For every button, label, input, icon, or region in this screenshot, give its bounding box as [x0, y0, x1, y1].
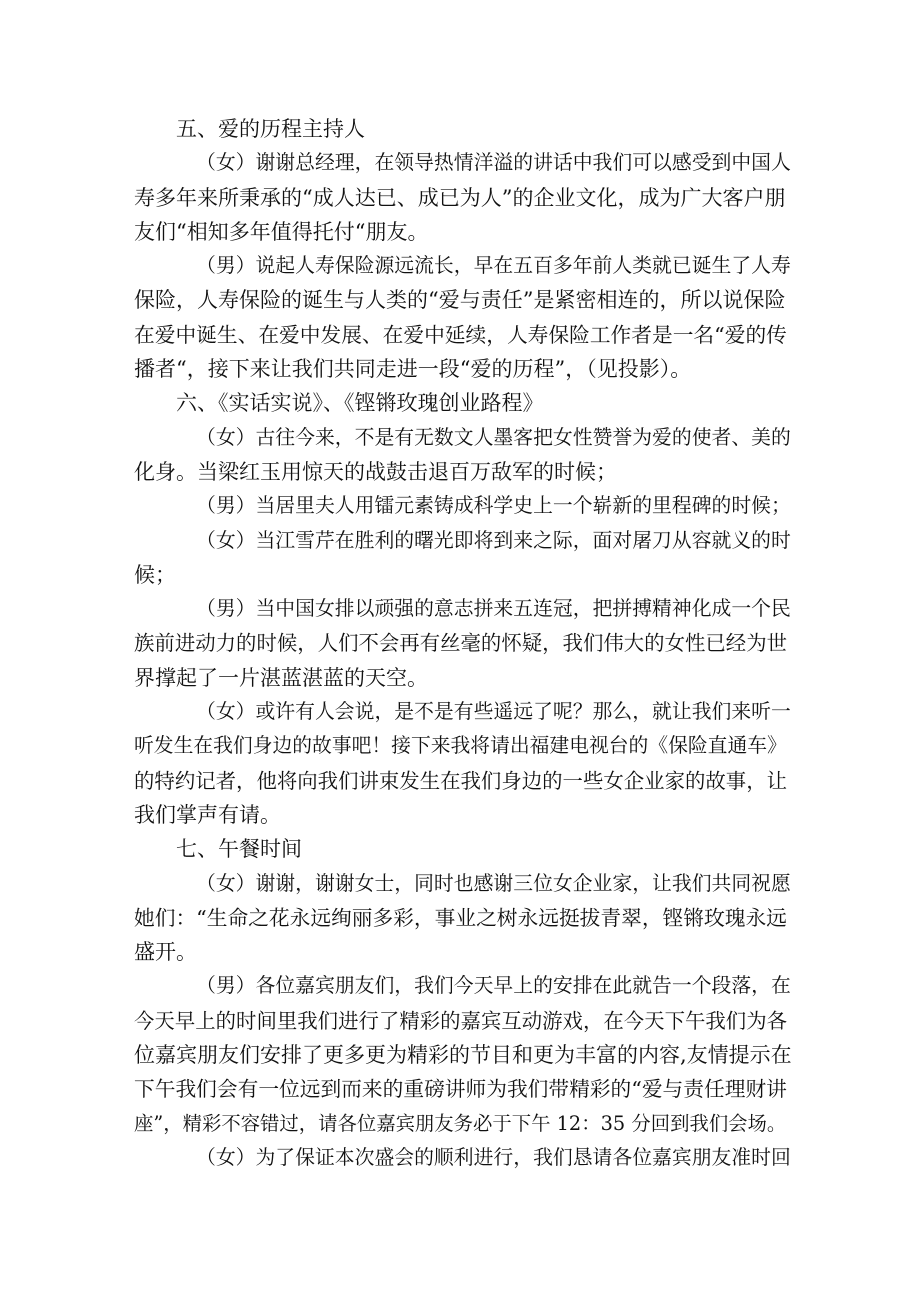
text-line: 寿多年来所秉承的“成人达已、成已为人”的企业文化，成为广大客户朋: [134, 185, 786, 210]
text-line: 的特约记者，他将向我们讲束发生在我们身边的一些女企业家的故事，让: [134, 768, 787, 793]
section-heading: 七、午餐时间: [176, 837, 302, 862]
text-line: 今天早上的时间里我们进行了精彩的嘉宾互动游戏，在今天下午我们为各: [134, 1008, 787, 1033]
text-line: 在爱中诞生、在爱中发展、在爱中延续，人寿保险工作者是一名“爱的传: [134, 322, 787, 347]
dialogue-paragraph: [134, 695, 794, 832]
text-line: 听发生在我们身边的故事吧！接下来我将请出福建电视台的《保险直通车》: [134, 734, 787, 758]
text-line: （男）当中国女排以顽强的意志拼来五连冠，把拼搏精神化成一个民: [196, 597, 791, 621]
text-line: （男）说起人寿保险源远流长，早在五百多年前人类就已诞生了人寿: [196, 254, 791, 278]
document-body: [134, 112, 794, 1175]
text-line: 座”，精彩不容错过，请各位嘉宾朋友务必于下午 12：35 分回到我们会场。: [134, 1111, 787, 1135]
section-heading: 六、《实话实说》、《铿锵玫瑰创业路程》: [176, 391, 544, 416]
text-line: 友们“相知多年值得托付“朋友。: [134, 219, 429, 244]
dialogue-paragraph: [134, 249, 794, 386]
text-line: 保险，人寿保险的诞生与人类的“爱与责任”是紧密相连的，所以说保险: [134, 288, 786, 313]
text-line: 她们：“生命之花永远绚丽多彩，事业之树永远挺拔青翠，铿锵玫瑰永远: [134, 905, 787, 930]
dialogue-paragraph: [134, 592, 794, 695]
dialogue-paragraph: [134, 969, 794, 1140]
dialogue-paragraph: [134, 524, 794, 593]
text-line: 我们掌声有请。: [134, 802, 281, 827]
text-line: 化身。当梁红玉用惊天的战鼓击退百万敌军的时候；: [134, 459, 617, 484]
dialogue-paragraph: [134, 1141, 794, 1175]
text-line: （女）当江雪芹在胜利的曙光即将到来之际，面对屠刀从容就义的时: [196, 528, 791, 552]
text-line: 播者“，接下来让我们共同走进一段“爱的历程”，（见投影）。: [134, 357, 692, 382]
dialogue-paragraph: [134, 867, 794, 970]
text-line: 候；: [134, 562, 176, 587]
section-heading: 五、爱的历程主持人: [176, 117, 365, 141]
text-line: 盛开。: [134, 940, 197, 965]
text-line: 族前进动力的时候，人们不会再有丝毫的怀疑，我们伟大的女性已经为世: [134, 631, 787, 656]
text-line: （女）谢谢，谢谢女士，同时也感谢三位女企业家，让我们共同祝愿: [196, 871, 791, 895]
text-line: 下午我们会有一位远到而来的重磅讲师为我们带精彩的“爱与责任理财讲: [134, 1077, 787, 1102]
text-line: （女）或许有人会说，是不是有些遥远了呢？那么，就让我们来听一: [196, 700, 791, 724]
text-line: 界撑起了一片湛蓝湛蓝的天空。: [134, 665, 428, 690]
text-line: （男）各位嘉宾朋友们，我们今天早上的安排在此就告一个段落，在: [196, 974, 791, 998]
text-line: （女）谢谢总经理，在领导热情洋溢的讲话中我们可以感受到中国人: [196, 151, 791, 175]
text-line: （男）当居里夫人用镭元素铸成科学史上一个崭新的里程碑的时候；: [196, 494, 791, 518]
text-line: （女）为了保证本次盛会的顺利进行，我们恳请各位嘉宾朋友准时回: [196, 1145, 791, 1169]
dialogue-paragraph: [134, 146, 794, 249]
dialogue-paragraph: [134, 489, 794, 523]
text-line: 位嘉宾朋友们安排了更多更为精彩的节目和更为丰富的内容,友情提示在: [134, 1043, 792, 1068]
text-line: （女）古往今来，不是有无数文人墨客把女性赞誉为爱的使者、美的: [196, 425, 791, 449]
dialogue-paragraph: [134, 421, 794, 490]
